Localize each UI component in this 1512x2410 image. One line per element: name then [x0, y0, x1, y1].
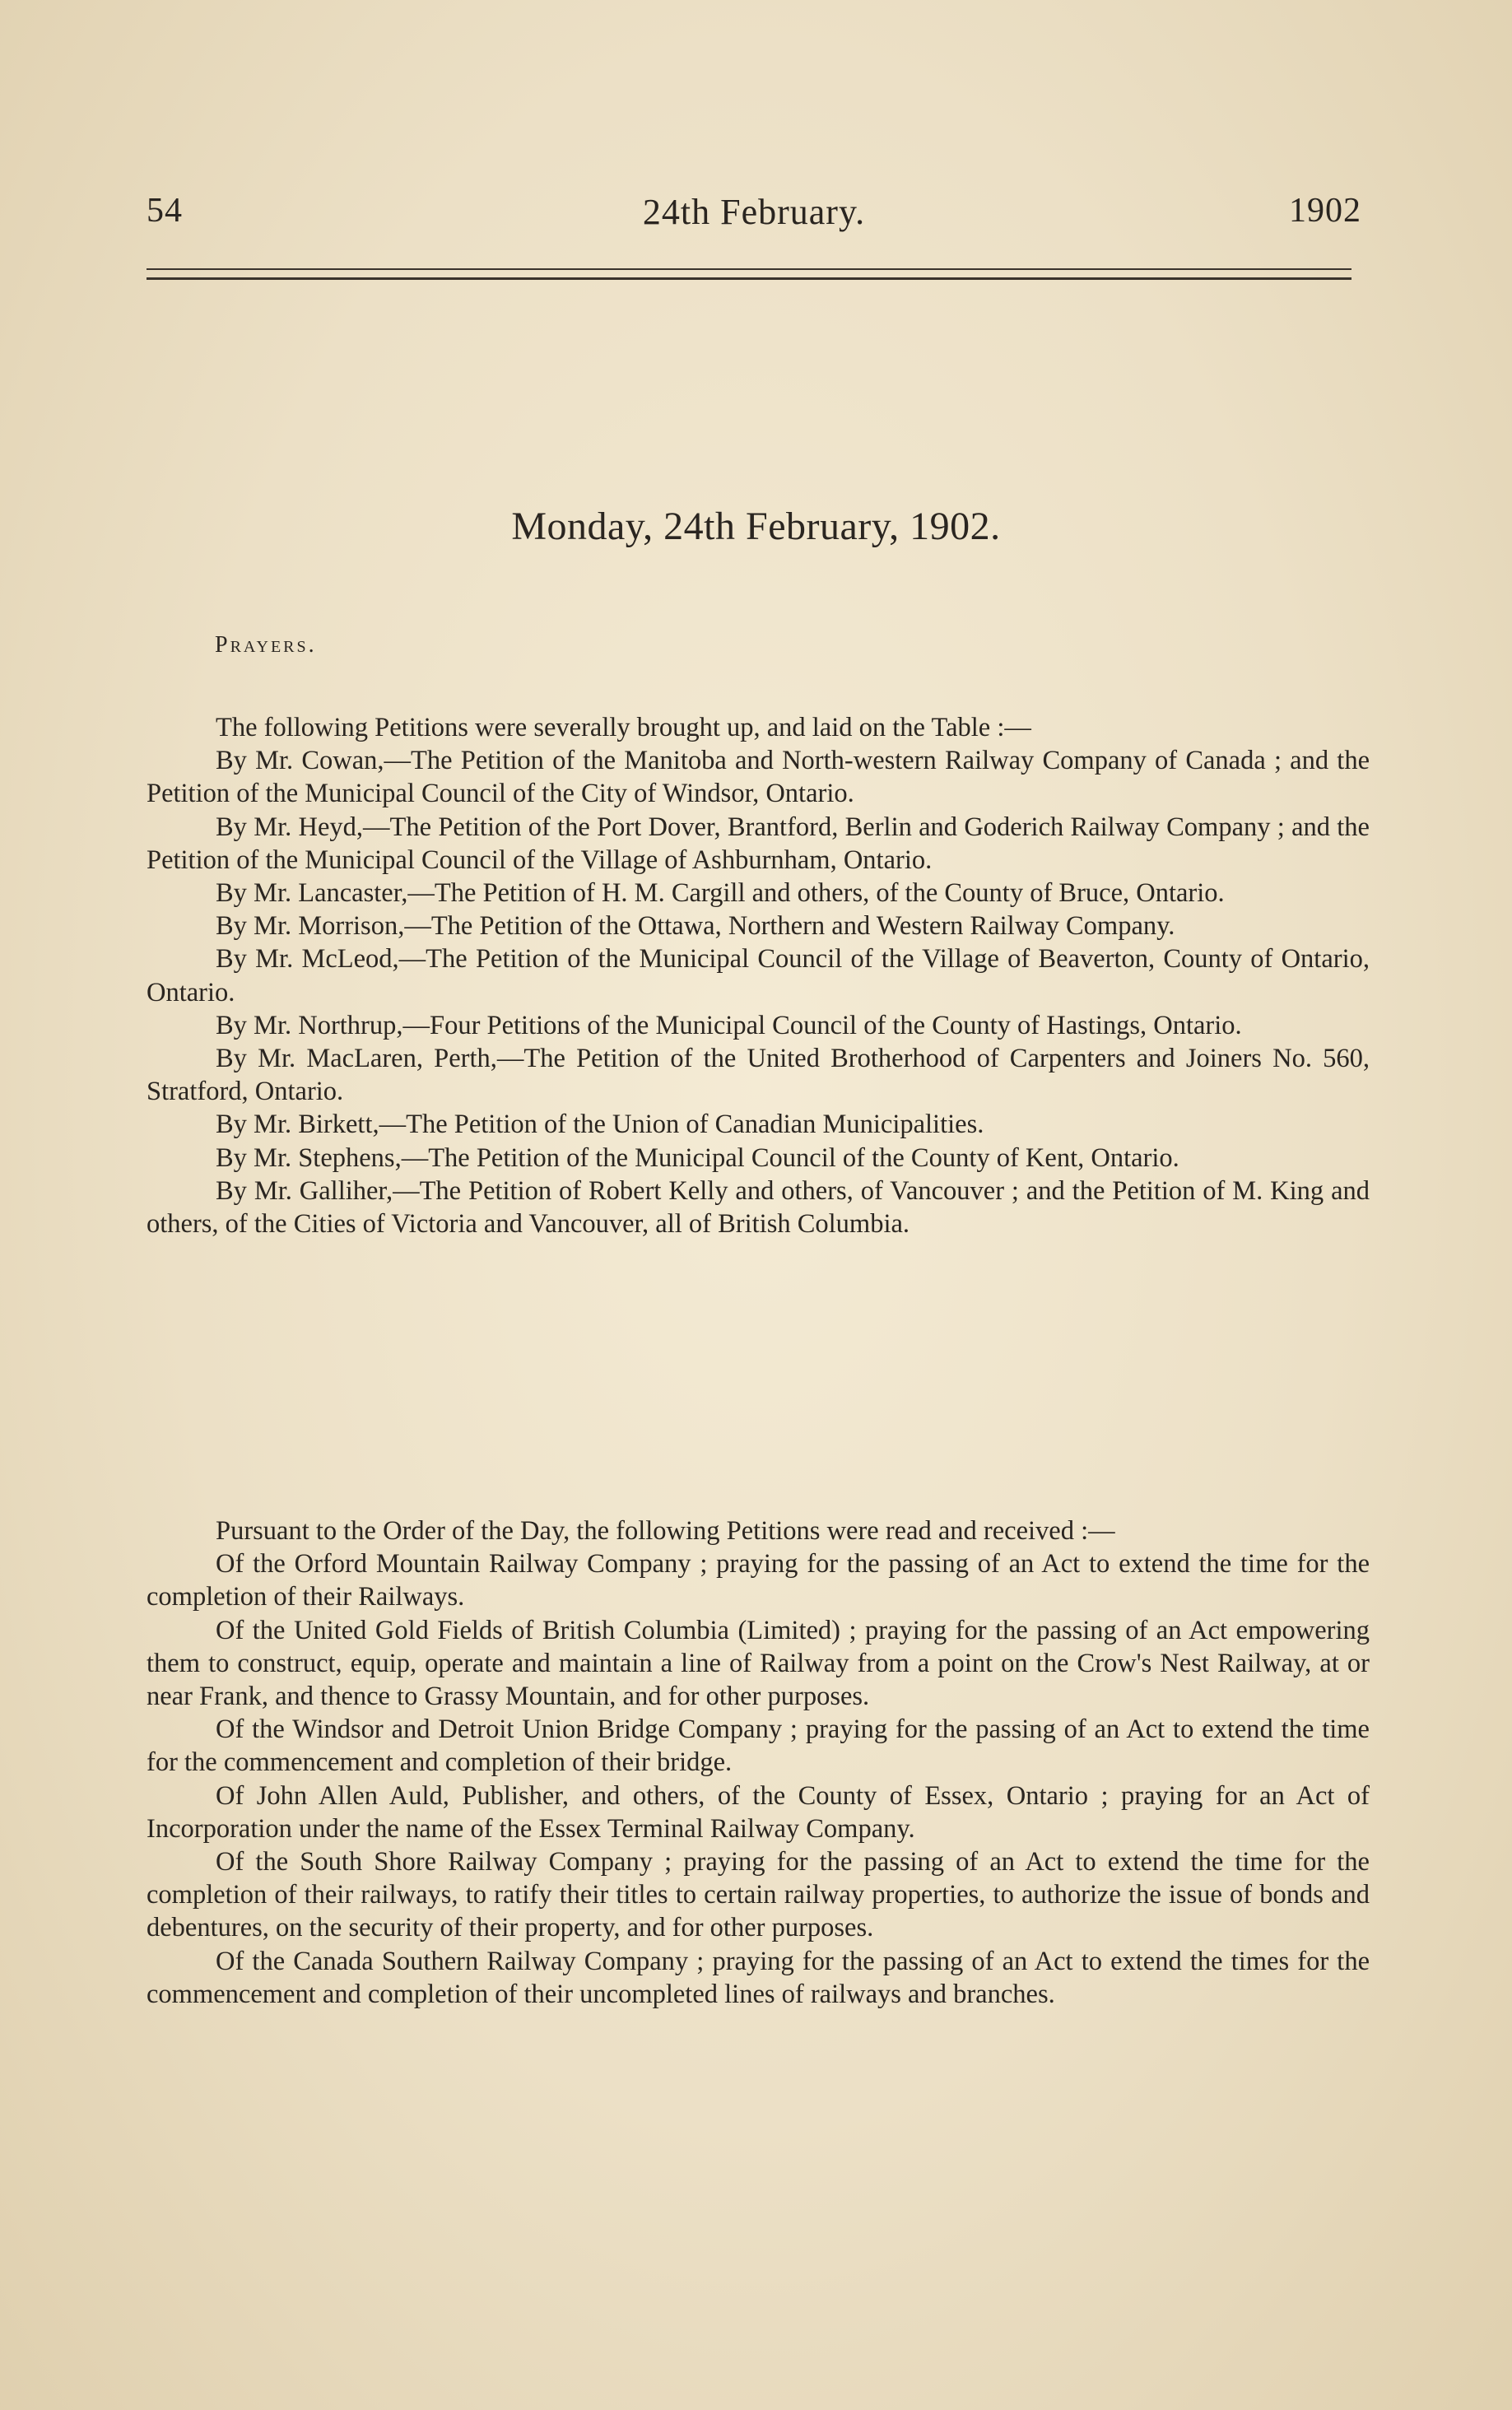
petition-entry: By Mr. Heyd,—The Petition of the Port Dover, Brantford, Berlin and Goderich Railway Company ; and the Petition of the Municipal Council of the Village of Ashburnham, Ontario.	[147, 812, 1370, 875]
petition-entry: By Mr. Stephens,—The Petition of the Municipal Council of the County of Kent, Ontario.	[216, 1142, 1179, 1173]
running-year: 1902	[1289, 192, 1361, 230]
petition-received-entry: Of the Orford Mountain Railway Company ; praying for the passing of an Act to extend the time for the completion of their Railways.	[147, 1549, 1370, 1612]
petitions-received-section	[147, 1514, 1370, 2011]
petitions-presented-section	[147, 711, 1370, 1240]
petition-received-entry: Of the South Shore Railway Company ; praying for the passing of an Act to extend the time for the completion of their railways, to ratify their titles to certain railway properties, to authorize the issue of bonds and debentures, on the security of their property, and for other purposes.	[147, 1847, 1370, 1943]
petition-received-entry: Of the United Gold Fields of British Columbia (Limited) ; praying for the passing of an Act empowering them to construct, equip, operate and maintain a line of Railway from a point on the Crow's Nest Railway, at or near Frank, and thence to Grassy Mountain, and for other purposes.	[147, 1615, 1370, 1712]
petition-entry: By Mr. Cowan,—The Petition of the Manitoba and North-western Railway Company of Canada ; and the Petition of the Municipal Council of the City of Windsor, Ontario.	[147, 746, 1370, 809]
page-number: 54	[147, 192, 183, 230]
sitting-heading: Monday, 24th February, 1902.	[511, 505, 1001, 548]
header-rule-thin	[147, 268, 1351, 270]
petition-entry: By Mr. Birkett,—The Petition of the Union of Canadian Municipalities.	[216, 1110, 984, 1140]
petitions-intro: The following Petitions were severally brought up, and laid on the Table :—	[216, 713, 1031, 742]
petition-entry: By Mr. Lancaster,—The Petition of H. M. Cargill and others, of the County of Bruce, Ontario.	[216, 878, 1225, 909]
petition-entry: By Mr. Galliher,—The Petition of Robert Kelly and others, of Vancouver ; and the Petition of M. King and others, of the Cities of Victoria and Vancouver, all of British Columbia.	[147, 1175, 1370, 1240]
header-rule-thick	[147, 277, 1351, 280]
petition-received-entry: Of the Canada Southern Railway Company ; praying for the passing of an Act to extend the times for the commencement and completion of their uncompleted lines of railways and branches.	[147, 1946, 1370, 2009]
petition-received-entry: Of John Allen Auld, Publisher, and others, of the County of Essex, Ontario ; praying for an Act of Incorporation under the name of the Essex Terminal Railway Company.	[147, 1780, 1370, 1844]
running-head	[147, 191, 1361, 240]
petition-entry: By Mr. MacLaren, Perth,—The Petition of the United Brotherhood of Carpenters and Joiners No. 560, Stratford, Ontario.	[147, 1044, 1370, 1107]
petition-entry: By Mr. Morrison,—The Petition of the Ottawa, Northern and Western Railway Company.	[216, 911, 1175, 942]
petition-received-entry: Of the Windsor and Detroit Union Bridge Company ; praying for the passing of an Act to extend the time for the commencement and completion of their bridge.	[147, 1714, 1370, 1778]
petition-entry: By Mr. McLeod,—The Petition of the Municipal Council of the Village of Beaverton, County of Ontario, Ontario.	[147, 944, 1370, 1007]
prayers-entry: Prayers.	[215, 632, 317, 658]
petitions-received-intro: Pursuant to the Order of the Day, the following Petitions were read and received :—	[216, 1516, 1115, 1546]
running-title: 24th February.	[642, 192, 866, 232]
petition-entry: By Mr. Northrup,—Four Petitions of the Municipal Council of the County of Hastings, Ontario.	[216, 1010, 1242, 1040]
